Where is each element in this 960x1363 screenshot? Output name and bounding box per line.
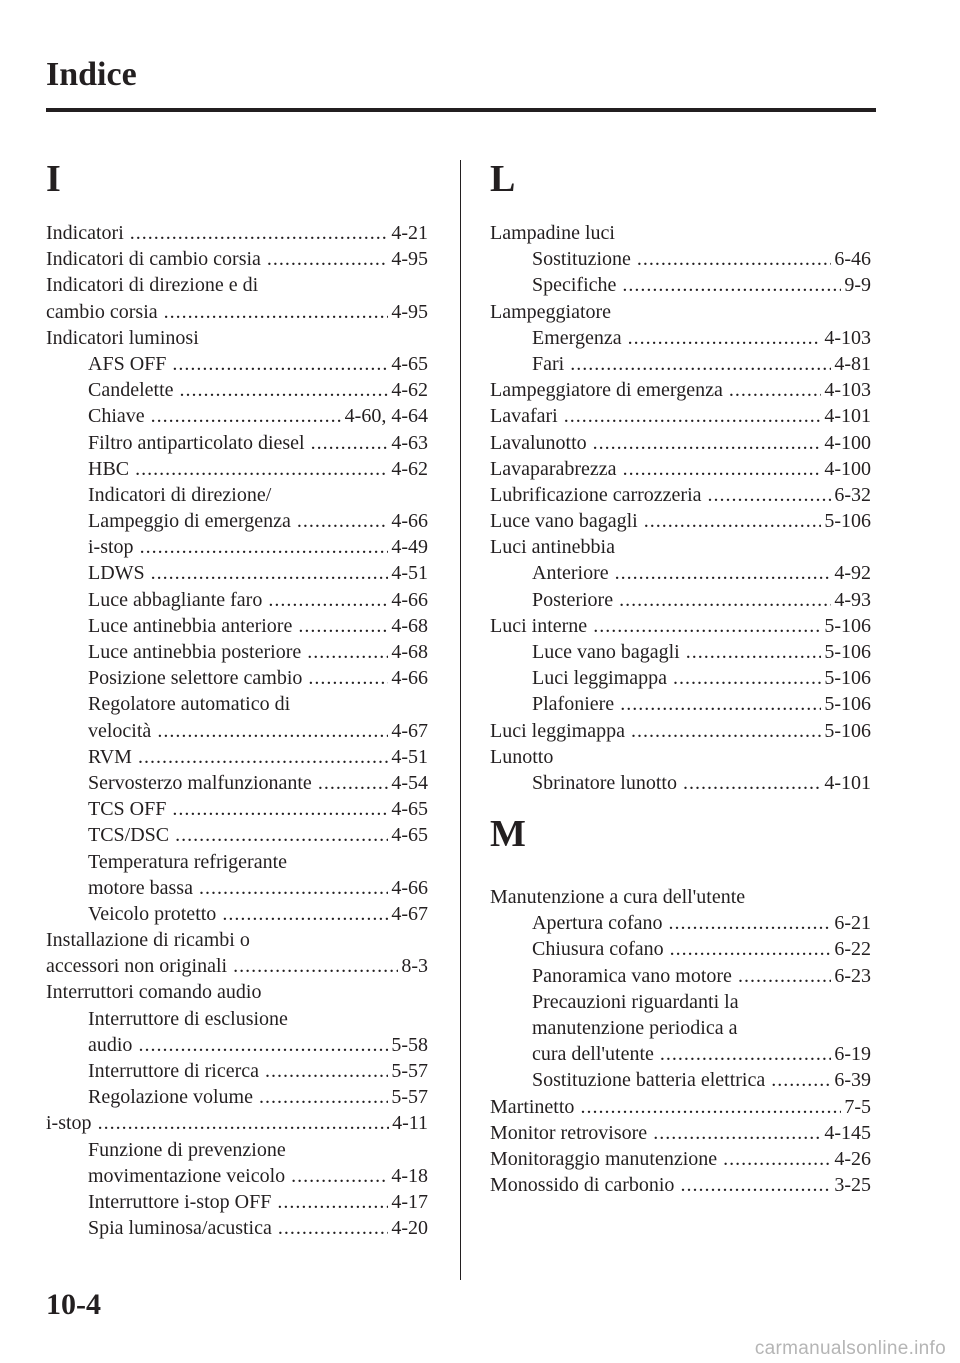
index-entry	[490, 534, 871, 560]
entry-page-ref: 5-106	[824, 614, 871, 637]
dot-leader	[151, 560, 389, 586]
dot-leader	[267, 246, 388, 272]
index-subentry	[46, 901, 428, 927]
dot-leader	[620, 691, 821, 717]
index-entry	[490, 377, 871, 403]
dot-leader	[199, 875, 388, 901]
index-entry	[490, 1094, 871, 1120]
entry-label: Chiusura cofano	[532, 938, 664, 961]
index-entry	[490, 508, 871, 534]
entry-page-ref: 4-51	[391, 562, 428, 585]
index-entry	[490, 403, 871, 429]
entry-label: Spia luminosa/acustica	[88, 1217, 272, 1240]
entry-label: Sostituzione batteria elettrica	[532, 1069, 766, 1092]
dot-leader	[175, 822, 388, 848]
entry-page-ref: 6-21	[834, 912, 871, 935]
entry-page-ref: 7-5	[844, 1095, 871, 1118]
dot-leader	[628, 325, 822, 351]
entry-label: i-stop	[46, 1112, 92, 1135]
entry-page-ref: 4-65	[391, 824, 428, 847]
dot-leader	[157, 718, 388, 744]
index-subentry	[490, 665, 871, 691]
entry-label: Lampeggio di emergenza	[88, 510, 291, 533]
entry-page-ref: 3-25	[834, 1174, 871, 1197]
dot-leader	[673, 665, 821, 691]
entry-label: Interruttore di ricerca	[88, 1060, 260, 1082]
entry-label: Sbrinatore lunotto	[532, 771, 677, 794]
index-subentry	[490, 246, 871, 272]
entry-page-ref: 6-19	[834, 1043, 871, 1066]
index-entry	[490, 220, 871, 246]
dot-leader	[268, 587, 388, 613]
entry-label: Luci interne	[490, 614, 588, 637]
dot-leader	[729, 377, 821, 403]
dot-leader	[140, 534, 389, 560]
index-subentry	[46, 351, 428, 377]
entry-page-ref: 4-11	[392, 1112, 428, 1135]
entry-label: Candelette	[88, 379, 174, 402]
entry-page-ref: 9-9	[844, 274, 871, 297]
dot-leader	[619, 587, 831, 613]
dot-leader	[308, 665, 388, 691]
index-entry	[46, 272, 428, 298]
dot-leader	[615, 560, 832, 586]
index-subentry	[490, 770, 871, 796]
dot-leader	[653, 1120, 821, 1146]
dot-leader	[670, 936, 832, 962]
entry-page-ref: 4-20	[391, 1217, 428, 1240]
entry-label: Regolazione volume	[88, 1086, 253, 1109]
entry-page-ref: 4-21	[391, 222, 428, 244]
dot-leader	[172, 351, 388, 377]
entry-label: velocità	[88, 719, 152, 742]
entry-label: Luci antinebbia	[490, 536, 615, 559]
entry-label: Interruttore di esclusione	[88, 1007, 288, 1030]
entry-label: Luce abbagliante faro	[88, 588, 263, 611]
entry-label: Manutenzione a cura dell'utente	[490, 886, 746, 908]
entry-label: Monitoraggio manutenzione	[490, 1147, 718, 1170]
index-subentry	[46, 796, 428, 822]
dot-leader	[180, 377, 389, 403]
entry-page-ref: 4-65	[391, 798, 428, 821]
dot-leader	[164, 299, 389, 325]
index-subentry	[46, 770, 428, 796]
entry-label: Lavalunotto	[490, 431, 587, 454]
header-rule	[46, 108, 876, 112]
entry-label: Apertura cofano	[532, 912, 663, 935]
entry-page-ref: 4-67	[391, 902, 428, 925]
section-letter-m: M	[490, 813, 526, 855]
entry-label: Fari	[532, 352, 565, 375]
dot-leader	[265, 1058, 388, 1084]
index-subentry	[490, 691, 871, 717]
dot-leader	[172, 796, 388, 822]
entry-page-ref: 5-57	[391, 1060, 428, 1082]
index-subentry	[46, 849, 428, 875]
entry-page-ref: 6-23	[834, 964, 871, 987]
entry-label: Interruttore i-stop OFF	[88, 1190, 272, 1213]
dot-leader	[278, 1215, 388, 1241]
index-entry	[490, 482, 871, 508]
entry-page-ref: 4-81	[834, 352, 871, 375]
index-entries-l	[490, 220, 871, 796]
entry-label: Specifiche	[532, 274, 617, 297]
index-subentry	[490, 936, 871, 962]
entry-label: Veicolo protetto	[88, 902, 217, 925]
dot-leader	[277, 1189, 388, 1215]
entry-page-ref: 4-101	[824, 405, 871, 428]
index-subentry	[46, 560, 428, 586]
entry-page-ref: 4-65	[391, 352, 428, 375]
index-subentry	[46, 508, 428, 534]
dot-leader	[580, 1094, 841, 1120]
dot-leader	[135, 456, 388, 482]
entry-page-ref: 4-18	[391, 1164, 428, 1187]
entry-page-ref: 4-54	[391, 771, 428, 794]
entry-label: Luce vano bagagli	[532, 641, 680, 663]
index-entry	[490, 884, 871, 910]
entry-page-ref: 6-46	[834, 248, 871, 271]
index-subentry	[46, 691, 428, 717]
dot-leader	[680, 1172, 831, 1198]
entry-label: Monossido di carbonio	[490, 1174, 675, 1197]
entry-label: TCS/DSC	[88, 824, 170, 847]
index-subentry	[46, 718, 428, 744]
dot-leader	[564, 403, 822, 429]
entry-label: Indicatori	[46, 222, 124, 244]
entry-page-ref: 4-100	[824, 457, 871, 480]
index-entries-m	[490, 884, 871, 1198]
index-entry	[490, 299, 871, 325]
entry-label: Lampeggiatore	[490, 300, 612, 323]
entry-label: Sostituzione	[532, 248, 631, 271]
dot-leader	[233, 953, 398, 979]
entry-label: Installazione di ricambi o	[46, 929, 250, 952]
entry-label: Plafoniere	[532, 693, 615, 716]
entry-page-ref: 4-66	[391, 510, 428, 533]
index-subentry	[490, 1015, 871, 1041]
entry-label: Monitor retrovisore	[490, 1121, 648, 1144]
page-header-title: Indice	[46, 56, 137, 93]
index-subentry	[490, 272, 871, 298]
entry-label: Lampeggiatore di emergenza	[490, 379, 723, 402]
dot-leader	[644, 508, 822, 534]
entry-page-ref: 4-95	[391, 248, 428, 271]
dot-leader	[771, 1067, 831, 1093]
entry-page-ref: 4-92	[834, 562, 871, 585]
index-entry	[46, 927, 428, 953]
index-subentry	[46, 822, 428, 848]
entry-label: Chiave	[88, 405, 145, 428]
index-subentry	[46, 456, 428, 482]
index-subentry	[490, 587, 871, 613]
entry-label: accessori non originali	[46, 955, 228, 978]
dot-leader	[631, 718, 821, 744]
section-letter-i: I	[46, 158, 61, 200]
entry-label: Martinetto	[490, 1095, 575, 1118]
entry-label: LDWS	[88, 562, 145, 585]
index-entry	[46, 325, 428, 351]
dot-leader	[311, 430, 389, 456]
entry-label: Indicatori luminosi	[46, 326, 199, 349]
dot-leader	[593, 430, 822, 456]
entry-page-ref: 4-26	[834, 1147, 871, 1170]
index-subentry	[46, 875, 428, 901]
entry-label: Servosterzo malfunzionante	[88, 771, 312, 794]
entry-page-ref: 4-66	[391, 876, 428, 899]
index-subentry	[46, 1084, 428, 1110]
entry-page-ref: 4-103	[824, 326, 871, 349]
dot-leader	[222, 901, 388, 927]
entry-page-ref: 5-57	[391, 1086, 428, 1109]
index-subentry	[46, 1058, 428, 1084]
entry-label: Lavaparabrezza	[490, 457, 617, 480]
entry-label: Lampadine luci	[490, 222, 615, 244]
entry-page-ref: 5-106	[824, 693, 871, 716]
entry-label: Indicatori di direzione/	[88, 483, 272, 506]
index-subentry	[46, 665, 428, 691]
index-subentry	[46, 1137, 428, 1163]
entry-label: Panoramica vano motore	[532, 964, 732, 987]
dot-leader	[130, 220, 389, 246]
entry-page-ref: 4-101	[824, 771, 871, 794]
index-subentry	[490, 910, 871, 936]
index-subentry	[490, 560, 871, 586]
entry-label: Indicatori di direzione e di	[46, 274, 259, 297]
index-subentry	[46, 1215, 428, 1241]
entry-page-ref: 4-63	[391, 431, 428, 454]
index-subentry	[46, 1189, 428, 1215]
index-entries-i	[46, 220, 428, 1241]
entry-page-ref: 5-106	[824, 667, 871, 690]
entry-page-ref: 6-32	[834, 483, 871, 506]
entry-label: motore bassa	[88, 876, 193, 899]
dot-leader	[298, 613, 388, 639]
index-subentry	[46, 587, 428, 613]
index-entry	[490, 1172, 871, 1198]
dot-leader	[738, 963, 831, 989]
entry-label: cura dell'utente	[532, 1043, 654, 1066]
entry-page-ref: 4-100	[824, 431, 871, 454]
section-letter-l: L	[490, 158, 516, 200]
index-subentry	[490, 1067, 871, 1093]
dot-leader	[686, 639, 822, 665]
index-subentry	[490, 963, 871, 989]
index-subentry	[46, 744, 428, 770]
entry-label: audio	[88, 1033, 133, 1056]
index-entry	[490, 718, 871, 744]
index-entry	[490, 1146, 871, 1172]
index-entry	[490, 430, 871, 456]
entry-page-ref: 4-95	[391, 300, 428, 323]
watermark: carmanualsonline.info	[754, 1338, 946, 1359]
entry-label: Luce antinebbia anteriore	[88, 614, 293, 637]
index-entry	[46, 299, 428, 325]
column-divider	[460, 160, 461, 1280]
entry-label: Lavafari	[490, 405, 558, 428]
entry-label: Regolatore automatico di	[88, 693, 291, 716]
page-number: 10-4	[46, 1288, 101, 1321]
entry-page-ref: 4-17	[391, 1190, 428, 1213]
dot-leader	[637, 246, 831, 272]
entry-label: Luce antinebbia posteriore	[88, 641, 302, 663]
dot-leader	[291, 1163, 388, 1189]
index-subentry	[46, 1163, 428, 1189]
entry-label: HBC	[88, 457, 130, 480]
entry-label: movimentazione veicolo	[88, 1164, 286, 1187]
entry-page-ref: 5-106	[824, 719, 871, 742]
dot-leader	[138, 744, 388, 770]
entry-label: AFS OFF	[88, 352, 167, 375]
entry-page-ref: 4-145	[824, 1121, 871, 1144]
index-entry	[490, 456, 871, 482]
entry-page-ref: 4-103	[824, 379, 871, 402]
index-subentry	[46, 613, 428, 639]
dot-leader	[593, 613, 821, 639]
entry-page-ref: 4-66	[391, 588, 428, 611]
entry-page-ref: 4-60, 4-64	[344, 405, 428, 428]
dot-leader	[307, 639, 388, 665]
entry-page-ref: 4-49	[391, 536, 428, 559]
index-entry	[46, 220, 428, 246]
entry-page-ref: 5-106	[824, 510, 871, 533]
dot-leader	[318, 770, 389, 796]
entry-label: RVM	[88, 745, 132, 768]
entry-label: manutenzione periodica a	[532, 1016, 738, 1039]
index-subentry	[490, 989, 871, 1015]
index-subentry	[46, 534, 428, 560]
index-subentry	[490, 639, 871, 665]
entry-page-ref: 6-22	[834, 938, 871, 961]
index-entry	[46, 953, 428, 979]
entry-page-ref: 5-106	[824, 641, 871, 663]
entry-label: Filtro antiparticolato diesel	[88, 431, 305, 454]
entry-label: Posteriore	[532, 588, 614, 611]
index-subentry	[46, 403, 428, 429]
dot-leader	[259, 1084, 388, 1110]
index-subentry	[46, 1032, 428, 1058]
entry-page-ref: 4-67	[391, 719, 428, 742]
dot-leader	[570, 351, 831, 377]
index-entry	[46, 246, 428, 272]
dot-leader	[138, 1032, 388, 1058]
entry-label: Anteriore	[532, 562, 609, 585]
entry-label: Lunotto	[490, 745, 554, 768]
entry-label: Temperatura refrigerante	[88, 850, 288, 873]
index-entry	[490, 613, 871, 639]
entry-label: i-stop	[88, 536, 134, 559]
index-subentry	[46, 482, 428, 508]
index-entry	[490, 744, 871, 770]
entry-label: Funzione di prevenzione	[88, 1138, 286, 1161]
entry-page-ref: 4-68	[391, 641, 428, 663]
dot-leader	[708, 482, 832, 508]
index-subentry	[46, 1006, 428, 1032]
entry-page-ref: 4-51	[391, 745, 428, 768]
entry-page-ref: 8-3	[401, 955, 428, 978]
index-subentry	[490, 325, 871, 351]
entry-label: cambio corsia	[46, 300, 158, 323]
index-entry	[46, 979, 428, 1005]
index-subentry	[46, 377, 428, 403]
entry-page-ref: 4-66	[391, 667, 428, 690]
dot-leader	[623, 456, 822, 482]
entry-page-ref: 4-62	[391, 379, 428, 402]
entry-label: Interruttori comando audio	[46, 981, 262, 1004]
entry-label: Indicatori di cambio corsia	[46, 248, 261, 271]
dot-leader	[669, 910, 832, 936]
entry-label: Luci leggimappa	[490, 719, 625, 742]
entry-label: Luce vano bagagli	[490, 510, 638, 533]
dot-leader	[622, 272, 841, 298]
dot-leader	[660, 1041, 831, 1067]
index-subentry	[490, 1041, 871, 1067]
entry-page-ref: 6-39	[834, 1069, 871, 1092]
dot-leader	[723, 1146, 831, 1172]
dot-leader	[98, 1110, 390, 1136]
entry-page-ref: 4-62	[391, 457, 428, 480]
entry-label: Emergenza	[532, 326, 622, 349]
entry-label: Lubrificazione carrozzeria	[490, 483, 702, 506]
dot-leader	[297, 508, 388, 534]
dot-leader	[683, 770, 821, 796]
entry-label: Precauzioni riguardanti la	[532, 990, 739, 1013]
index-subentry	[46, 430, 428, 456]
entry-page-ref: 4-93	[834, 588, 871, 611]
index-entry	[490, 1120, 871, 1146]
entry-label: Posizione selettore cambio	[88, 667, 303, 690]
index-entry	[46, 1110, 428, 1136]
entry-label: TCS OFF	[88, 798, 167, 821]
dot-leader	[151, 403, 342, 429]
entry-page-ref: 4-68	[391, 614, 428, 637]
index-subentry	[490, 351, 871, 377]
entry-page-ref: 5-58	[391, 1033, 428, 1056]
entry-label: Luci leggimappa	[532, 667, 667, 690]
index-subentry	[46, 639, 428, 665]
